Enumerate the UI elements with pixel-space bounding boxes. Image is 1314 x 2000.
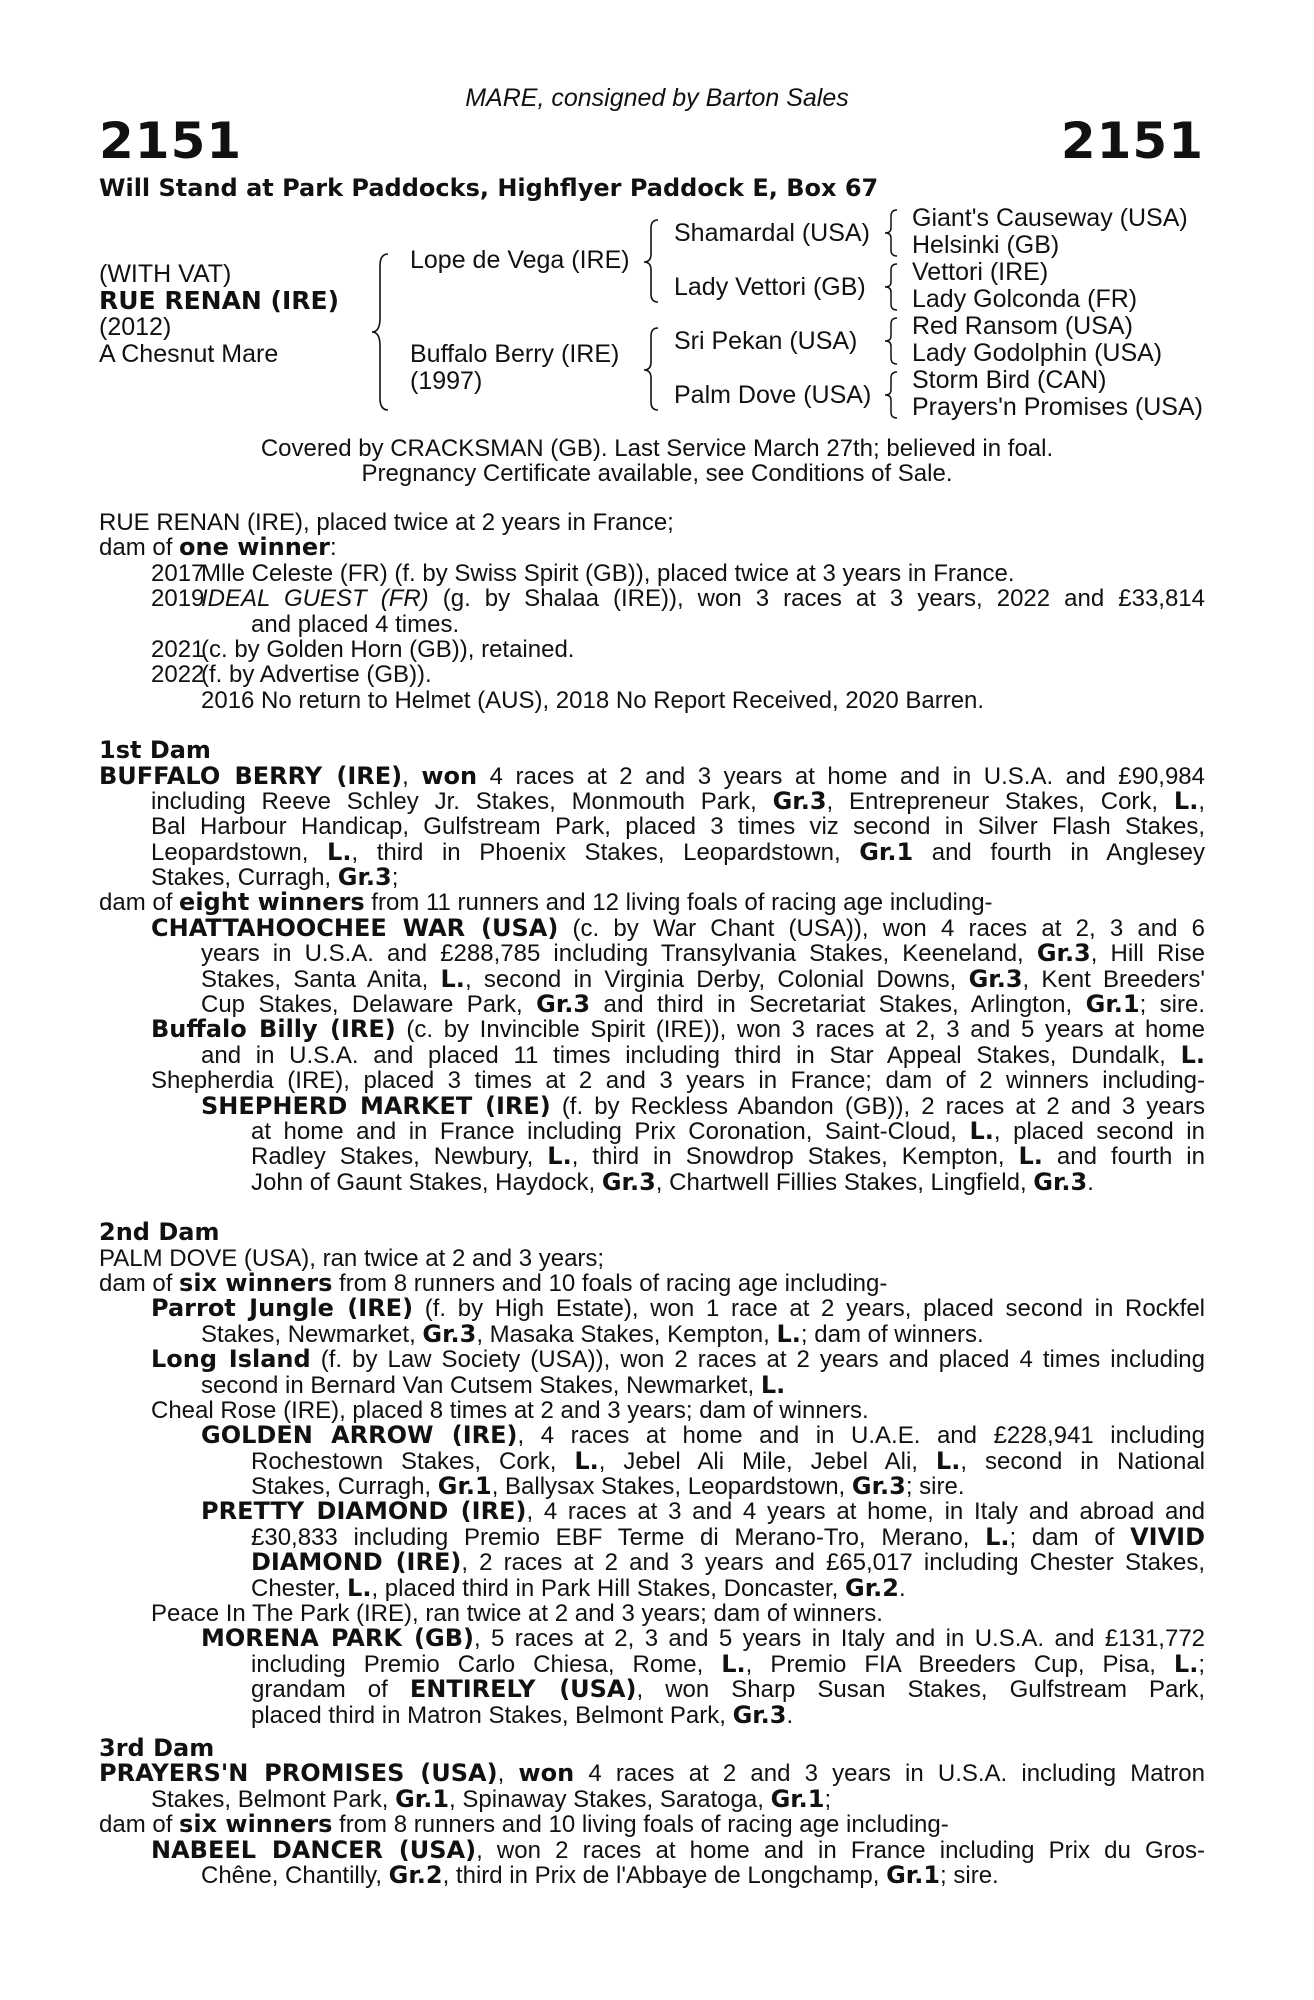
produce-item: 2021 (c. by Golden Horn (GB)), retained.	[151, 635, 575, 663]
third-dam-produce: dam of six winners from 8 runners and 10 living foals of racing age including-	[99, 1810, 949, 1839]
progeny-entry: CHATTAHOOCHEE WAR (USA) (c. by War Chant (USA)), won 4 races at 2, 3 and 6	[151, 913, 1205, 942]
catalogue-body	[99, 510, 1205, 1888]
progeny-entry: Parrot Jungle (IRE) (f. by High Estate), won 1 race at 2 years, placed second in Rockfel	[151, 1294, 1206, 1323]
progeny-entry: at home and in France including Prix Coronation, Saint-Cloud, L., placed second in	[251, 1116, 1205, 1145]
progeny-entry: John of Gaunt Stakes, Haydock, Gr.3, Chartwell Fillies Stakes, Lingfield, Gr.3.	[251, 1167, 1094, 1196]
first-dam-produce: dam of eight winners from 11 runners and 12 living foals of racing age including-	[99, 888, 993, 917]
progeny-entry: Chester, L., placed third in Park Hill Stakes, Doncaster, Gr.2.	[251, 1573, 906, 1602]
progeny-entry: placed third in Matron Stakes, Belmont Park, Gr.3.	[251, 1700, 794, 1729]
covering-line-1: Covered by CRACKSMAN (GB). Last Service March 27th; believed in foal.	[260, 435, 1054, 462]
progeny-entry: Cup Stakes, Delaware Park, Gr.3 and third in Secretariat Stakes, Arlington, Gr.1; sire.	[201, 990, 1205, 1019]
progeny-entry: MORENA PARK (GB), 5 races at 2, 3 and 5 years in Italy and in U.S.A. and £131,772	[201, 1624, 1206, 1653]
progeny-entry: DIAMOND (IRE), 2 races at 2 and 3 years and £65,017 including Chester Stakes,	[251, 1548, 1205, 1577]
lot-number-right: 2151	[1060, 112, 1204, 170]
pedigree-bracket-g3	[883, 316, 905, 366]
progeny-entry: GOLDEN ARROW (IRE), 4 races at home and in U.A.E. and £228,941 including	[201, 1421, 1205, 1450]
pedigree-bracket-sire	[642, 218, 666, 304]
progeny-entry: Peace In The Park (IRE), ran twice at 2 and 3 years; dam of winners.	[151, 1600, 883, 1628]
progeny-entry: years in U.S.A. and £288,785 including Transylvania Stakes, Keeneland, Gr.3, Hill Rise	[201, 939, 1205, 968]
progeny-entry: second in Bernard Van Cutsem Stakes, Newmarket, L.	[201, 1370, 786, 1399]
pedigree-sire-dam: Lady Vettori (GB)	[674, 273, 866, 301]
produce-item: 2019 IDEAL GUEST (FR) (g. by Shalaa (IRE)), won 3 races at 3 years, 2022 and £33,814	[151, 585, 1206, 613]
progeny-entry: Chêne, Chantilly, Gr.2, third in Prix de l'Abbaye de Longchamp, Gr.1; sire.	[201, 1860, 999, 1889]
covering-line-2: Pregnancy Certificate available, see Conditions of Sale.	[361, 460, 953, 487]
progeny-entry: Shepherdia (IRE), placed 3 times at 2 and 3 years in France; dam of 2 winners including-	[151, 1067, 1205, 1095]
pedigree-gg-1: Giant's Causeway (USA)	[912, 204, 1188, 232]
second-dam-line: PALM DOVE (USA), ran twice at 2 and 3 years;	[99, 1244, 605, 1272]
produce-item: 2017 Mlle Celeste (FR) (f. by Swiss Spirit (GB)), placed twice at 3 years in France.	[151, 559, 1015, 587]
progeny-entry: Radley Stakes, Newbury, L., third in Snowdrop Stakes, Kempton, L. and fourth in	[251, 1142, 1205, 1171]
horse-description: A Chesnut Mare	[99, 340, 279, 368]
pedigree-gg-5: Red Ransom (USA)	[912, 312, 1133, 340]
pedigree-dam: Buffalo Berry (IRE)	[410, 340, 620, 368]
pedigree-gg-3: Vettori (IRE)	[912, 258, 1049, 286]
second-dam-heading: 2nd Dam	[99, 1218, 220, 1247]
second-dam-produce: dam of six winners from 8 runners and 10 foals of racing age including-	[99, 1268, 888, 1297]
pedigree-dam-dam: Palm Dove (USA)	[674, 381, 872, 409]
pedigree-dam-year: (1997)	[410, 367, 483, 395]
progeny-entry: Stakes, Newmarket, Gr.3, Masaka Stakes, Kempton, L.; dam of winners.	[201, 1319, 984, 1348]
third-dam-line: PRAYERS'N PROMISES (USA), won 4 races at 2 and 3 years in U.S.A. including Matron	[99, 1759, 1205, 1788]
progeny-entry: £30,833 including Premio EBF Terme di Merano-Tro, Merano, L.; dam of VIVID	[251, 1522, 1206, 1551]
pedigree-gg-7: Storm Bird (CAN)	[912, 366, 1107, 394]
progeny-entry: and in U.S.A. and placed 11 times including third in Star Appeal Stakes, Dundalk, L.	[201, 1040, 1205, 1069]
first-dam-line: BUFFALO BERRY (IRE), won 4 races at 2 and 3 years at home and in U.S.A. and £90,984	[99, 761, 1206, 790]
progeny-entry: Cheal Rose (IRE), placed 8 times at 2 and 3 years; dam of winners.	[151, 1396, 869, 1424]
consignment-line: MARE, consigned by Barton Sales	[465, 84, 849, 112]
vat-note: (WITH VAT)	[99, 260, 232, 288]
stabling-line: Will Stand at Park Paddocks, Highflyer Paddock E, Box 67	[99, 174, 879, 202]
pedigree-gg-4: Lady Golconda (FR)	[912, 285, 1138, 313]
progeny-entry: Stakes, Curragh, Gr.1, Ballysax Stakes, Leopardstown, Gr.3; sire.	[251, 1472, 965, 1501]
produce-notes: 2016 No return to Helmet (AUS), 2018 No Report Received, 2020 Barren.	[201, 686, 985, 714]
first-dam-line: including Reeve Schley Jr. Stakes, Monmouth Park, Gr.3, Entrepreneur Stakes, Cork, L.,	[151, 786, 1205, 815]
progeny-entry: Buffalo Billy (IRE) (c. by Invincible Spirit (IRE)), won 3 races at 2, 3 and 5 years at home	[151, 1015, 1205, 1044]
progeny-entry: SHEPHERD MARKET (IRE) (f. by Reckless Abandon (GB)), 2 races at 2 and 3 years	[201, 1091, 1205, 1120]
horse-name: RUE RENAN (IRE)	[99, 286, 340, 315]
first-dam-line: Stakes, Curragh, Gr.3;	[151, 863, 399, 892]
progeny-entry: including Premio Carlo Chiesa, Rome, L., Premio FIA Breeders Cup, Pisa, L.;	[251, 1649, 1205, 1678]
pedigree-dam-sire: Sri Pekan (USA)	[674, 327, 858, 355]
progeny-entry: Long Island (f. by Law Society (USA)), won 2 races at 2 years and placed 4 times including	[151, 1345, 1206, 1374]
pedigree-gg-2: Helsinki (GB)	[912, 231, 1060, 259]
third-dam-line: Stakes, Belmont Park, Gr.1, Spinaway Stakes, Saratoga, Gr.1;	[151, 1784, 832, 1813]
pedigree-bracket-g4	[883, 370, 905, 420]
pedigree-sire-sire: Shamardal (USA)	[674, 219, 870, 247]
pedigree-bracket-g1	[883, 208, 905, 258]
pedigree-bracket-g2	[883, 262, 905, 312]
lot-number-left: 2151	[99, 112, 243, 170]
produce-item: 2022 (f. by Advertise (GB)).	[151, 661, 432, 689]
horse-year: (2012)	[99, 313, 172, 341]
pedigree-gg-8: Prayers'n Promises (USA)	[912, 393, 1203, 421]
third-dam-heading: 3rd Dam	[99, 1733, 215, 1762]
pedigree-gg-6: Lady Godolphin (USA)	[912, 339, 1163, 367]
progeny-entry: Rochestown Stakes, Cork, L., Jebel Ali Mile, Jebel Ali, L., second in National	[251, 1446, 1206, 1475]
progeny-entry: grandam of ENTIRELY (USA), won Sharp Susan Stakes, Gulfstream Park,	[251, 1675, 1206, 1704]
pedigree-bracket-dam	[642, 326, 666, 412]
produce-item-continuation: and placed 4 times.	[251, 610, 460, 638]
first-dam-line: Bal Harbour Handicap, Gulfstream Park, placed 3 times viz second in Silver Flash Stakes,	[151, 813, 1205, 841]
first-dam-heading: 1st Dam	[99, 736, 211, 765]
produce-dam-of: dam of one winner:	[99, 533, 337, 562]
progeny-entry: PRETTY DIAMOND (IRE), 4 races at 3 and 4 years at home, in Italy and abroad and	[201, 1497, 1205, 1526]
progeny-entry: NABEEL DANCER (USA), won 2 races at home and in France including Prix du Gros-	[151, 1835, 1205, 1864]
pedigree-sire: Lope de Vega (IRE)	[410, 246, 630, 274]
progeny-entry: Stakes, Santa Anita, L., second in Virginia Derby, Colonial Downs, Gr.3, Kent Breeders'	[201, 964, 1206, 993]
pedigree-bracket-main	[370, 252, 400, 412]
first-dam-line: Leopardstown, L., third in Phoenix Stakes, Leopardstown, Gr.1 and fourth in Anglesey	[151, 837, 1205, 866]
produce-intro: RUE RENAN (IRE), placed twice at 2 years in France;	[99, 509, 674, 536]
